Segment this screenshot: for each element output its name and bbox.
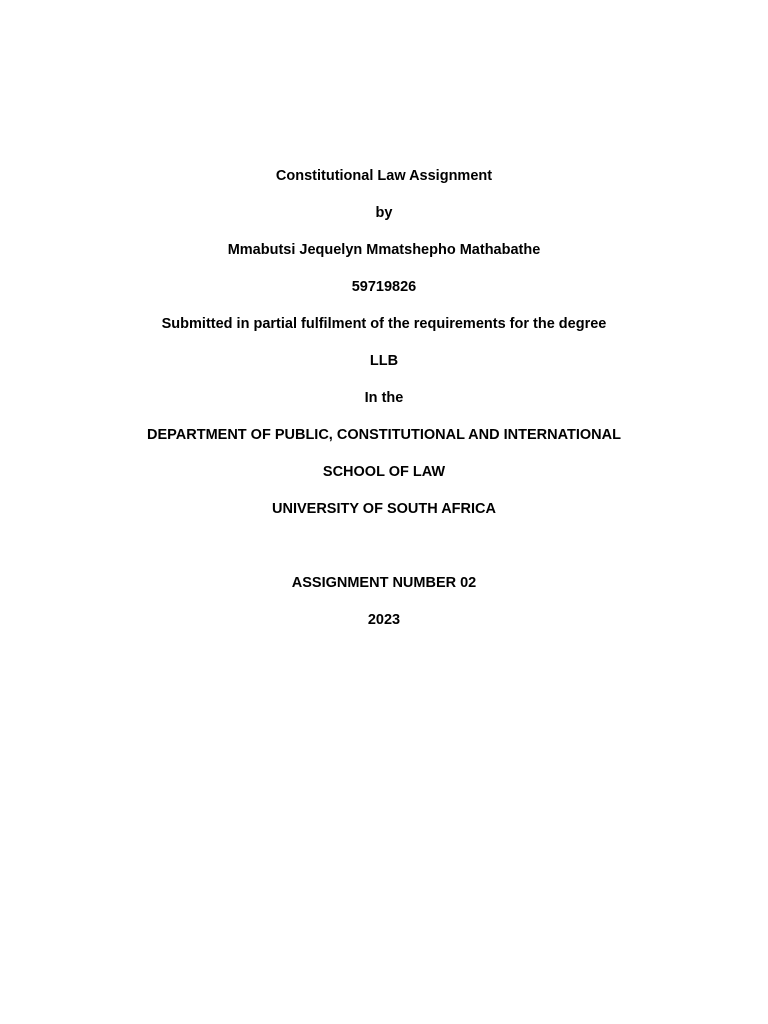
in-the-line: In the [364, 390, 404, 406]
university-name: UNIVERSITY OF SOUTH AFRICA [272, 501, 496, 517]
author-name: Mmabutsi Jequelyn Mmatshepho Mathabathe [227, 242, 541, 258]
student-number: 59719826 [351, 279, 417, 295]
assignment-year: 2023 [367, 612, 401, 628]
department-name: DEPARTMENT OF PUBLIC, CONSTITUTIONAL AND INTERNATIONAL [147, 427, 621, 443]
by-line: by [375, 205, 393, 221]
document-title: Constitutional Law Assignment [275, 168, 493, 184]
degree: LLB [369, 353, 399, 369]
submission-statement: Submitted in partial fulfilment of the requirements for the degree [161, 316, 607, 332]
assignment-number: ASSIGNMENT NUMBER 02 [291, 575, 477, 591]
school-name: SCHOOL OF LAW [322, 464, 446, 480]
